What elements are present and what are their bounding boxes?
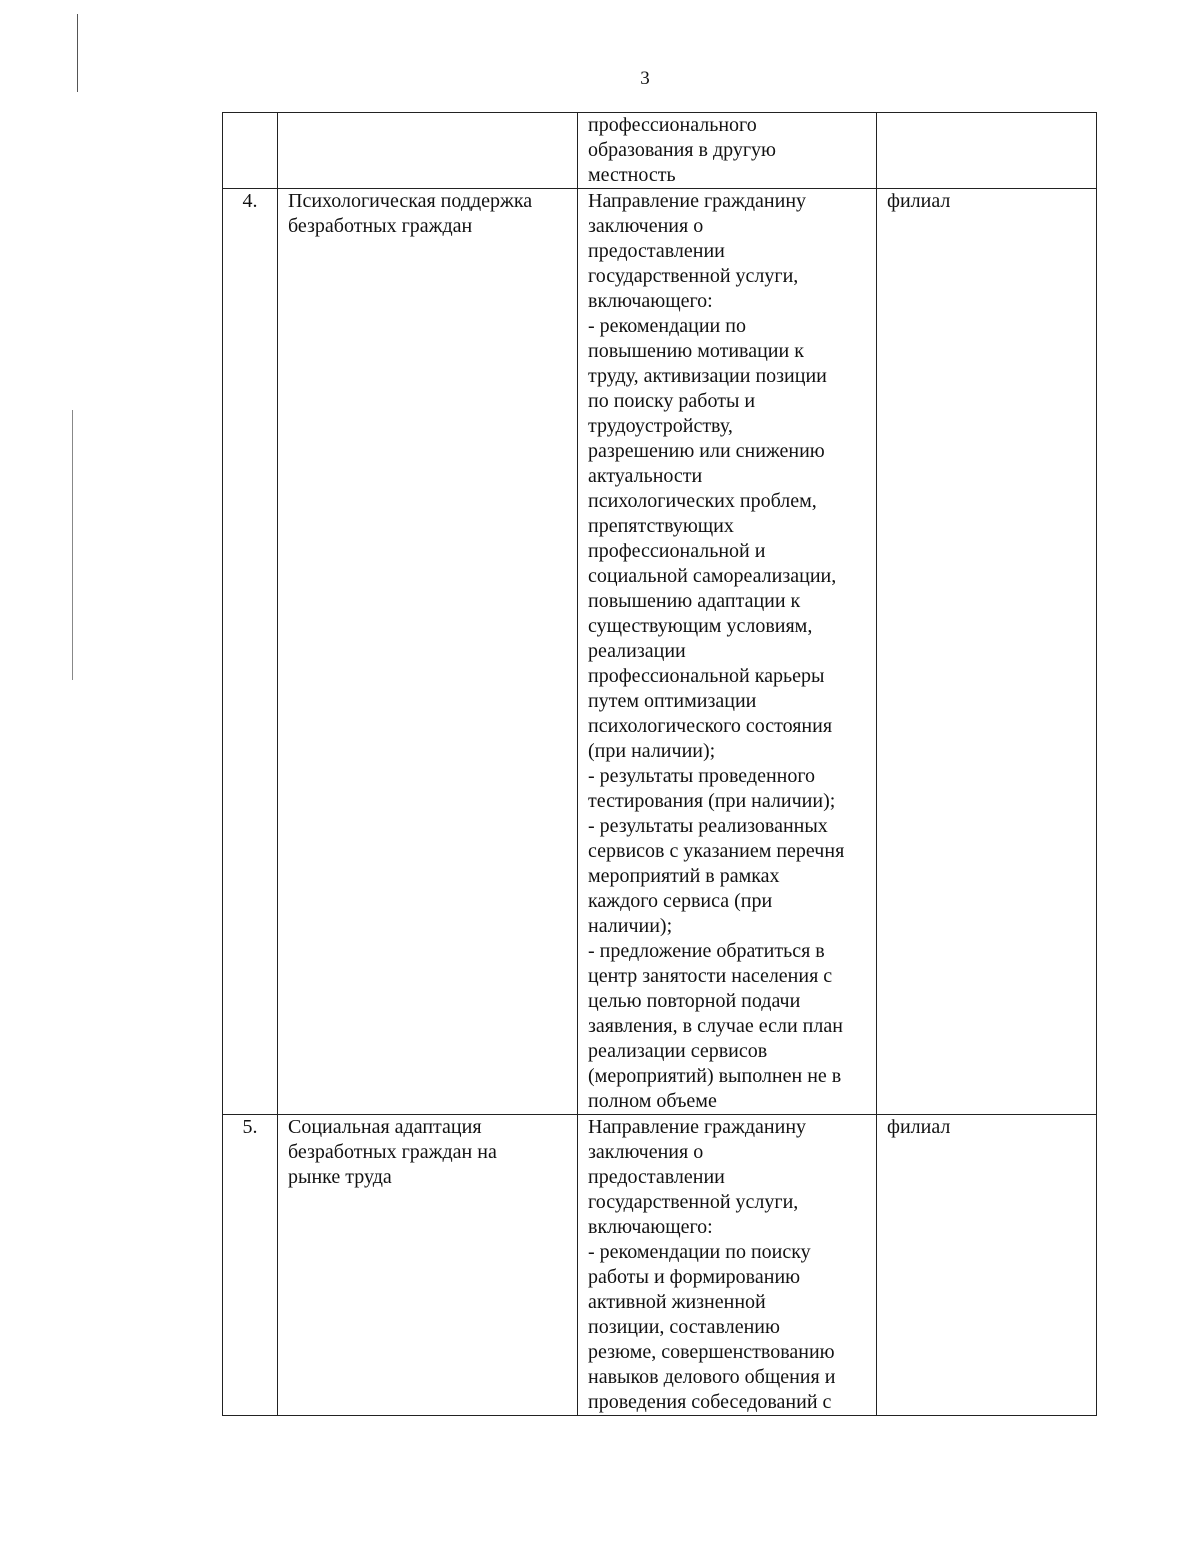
row-number: 5.: [223, 1115, 278, 1416]
table-row: [223, 1115, 1097, 1416]
service-result: Направление гражданину заключения о предоставлении государственной услуги, включающего: - рекомендации по повышению мотивации к труду, активизации позиции по поиску работы и трудоустройству, разрешению или снижению актуальности психологических проблем, препятствующих профессиональной и социальной самореализации, повышению адаптации к существующим условиям, реализации профессиональной карьеры путем оптимизации психологического состояния (при наличии); - результаты проведенного тестирования (при наличии); - результаты реализованных сервисов с указанием перечня мероприятий в рамках каждого сервиса (при наличии); - предложение обратиться в центр занятости населения с целью повторной подачи заявления, в случае если план реализации сервисов (мероприятий) выполнен не в полном объеме: [578, 189, 877, 1115]
service-performer: [877, 113, 1097, 189]
service-name: [278, 113, 578, 189]
service-performer: филиал: [877, 189, 1097, 1115]
table-row: [223, 189, 1097, 1115]
row-number: 4.: [223, 189, 278, 1115]
table-row: [223, 113, 1097, 189]
service-name: Социальная адаптация безработных граждан на рынке труда: [278, 1115, 578, 1416]
service-name: Психологическая поддержка безработных граждан: [278, 189, 578, 1115]
row-number: [223, 113, 278, 189]
service-result: Направление гражданину заключения о предоставлении государственной услуги, включающего: - рекомендации по поиску работы и формированию активной жизненной позиции, составлению резюме, совершенствованию навыков делового общения и проведения собеседований с: [578, 1115, 877, 1416]
service-result: профессионального образования в другую местность: [578, 113, 877, 189]
service-performer: филиал: [877, 1115, 1097, 1416]
scan-edge-mark-middle: [72, 410, 73, 680]
services-table: [222, 112, 1097, 1416]
page-number: 3: [640, 68, 650, 89]
